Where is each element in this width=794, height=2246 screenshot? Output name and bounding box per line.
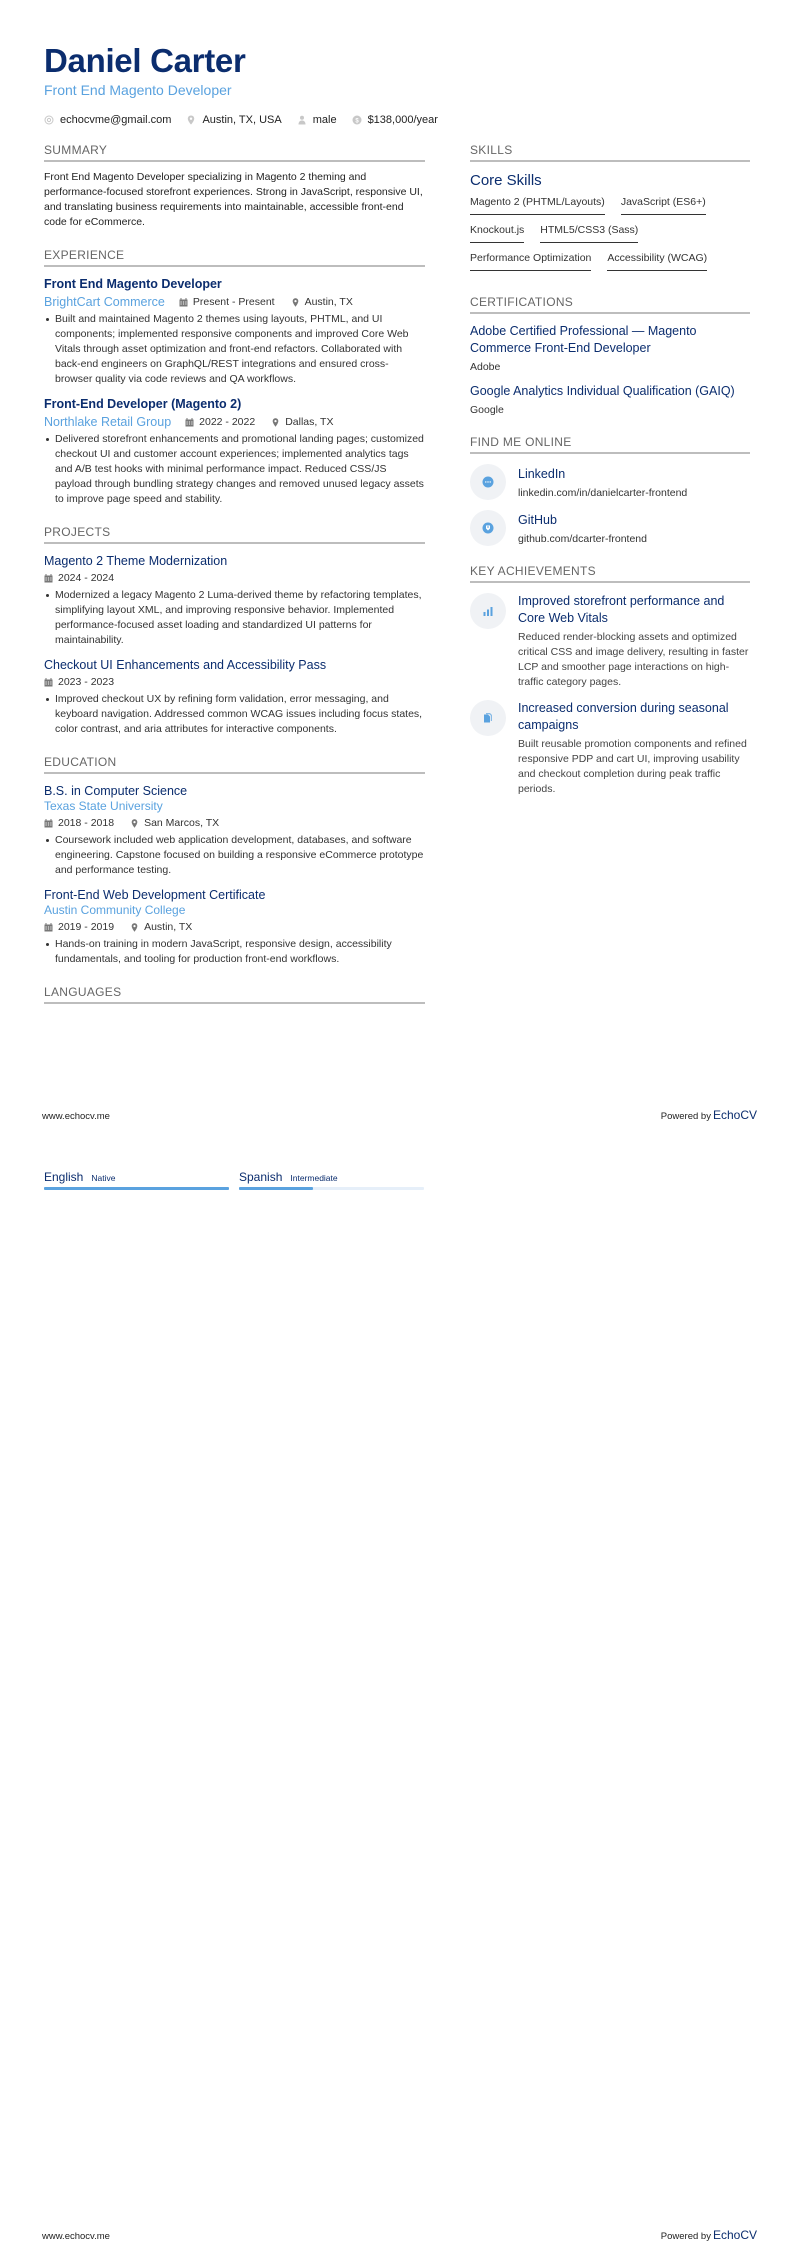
education-bullets [44, 833, 425, 878]
achievement-item [470, 700, 750, 797]
project-dates-text: 2024 - 2024 [58, 572, 115, 584]
skill-tag: Magento 2 (PHTML/Layouts) [470, 193, 605, 215]
project-bullets [44, 588, 425, 648]
language-name: Spanish [239, 1170, 283, 1184]
language-proficiency-fill [239, 1187, 313, 1190]
section-title-skills: SKILLS [470, 143, 750, 162]
location-pin-icon [291, 298, 300, 307]
summary-section [44, 143, 425, 230]
skills-section [470, 143, 750, 277]
bullet-item: Improved checkout UX by refining form validation, error messaging, and keyboard navigation. Addressed common WCAG issues including focus states, color contrast, and aria attributes for interactive components. [44, 692, 425, 737]
bullet-item: Modernized a legacy Magento 2 Luma-derived theme by refactoring templates, simplifying layout XML, and improving responsive behavior. Implemented performance-focused asset loading and standardized UI patterns for maintainability. [44, 588, 425, 648]
location-pin-icon [130, 923, 139, 932]
footer-powered-by[interactable] [661, 1108, 757, 1122]
footer-website-link[interactable]: www.echocv.me [42, 2231, 110, 2242]
right-column [470, 143, 750, 815]
certification-issuer: Google [470, 404, 504, 416]
degree-name: Front-End Web Development Certificate [44, 888, 266, 902]
online-profile-text [518, 464, 687, 500]
certification-issuer: Adobe [470, 361, 501, 373]
project-dates [44, 571, 114, 586]
language-head [239, 1170, 424, 1184]
job-dates [185, 415, 255, 430]
job-title: Front End Magento Developer [44, 277, 222, 291]
job-dates-text: Present - Present [192, 295, 275, 308]
page-footer [42, 1108, 757, 1122]
education-section [44, 755, 425, 967]
education-location-text: Austin, TX [144, 921, 193, 933]
resume-header [44, 42, 453, 126]
project-meta [44, 675, 425, 690]
section-title-online: FIND ME ONLINE [470, 435, 750, 454]
section-title-summary: SUMMARY [44, 143, 425, 162]
job-meta [44, 294, 425, 310]
at-icon [44, 115, 54, 125]
section-title-languages: LANGUAGES [44, 985, 425, 1004]
svg-text:$: $ [354, 118, 359, 125]
dollar-coin-icon [352, 115, 362, 125]
bullet-item: Built and maintained Magento 2 themes using layouts, PHTML, and UI components; implemented responsive components and improved Core Web Vitals through asset optimization and front-end refactors. Collaborated with back-end engineers on GraphQL/REST integrations and ensured cross-browser quality via code reviews and QA workflows. [44, 312, 425, 387]
education-location-text: San Marcos, TX [144, 817, 220, 829]
left-column [44, 143, 425, 1022]
contact-location-text: Austin, TX, USA [202, 114, 282, 126]
education-bullets [44, 937, 425, 967]
language-name: English [44, 1170, 84, 1184]
languages-section [44, 985, 425, 1004]
education-location [130, 816, 219, 831]
summary-text: Front End Magento Developer specializing in Magento 2 theming and performance-focused storefront experiences. Strong in JavaScript, responsive UI, and translating business requirements into maintainable, accessible front-end code for eCommerce. [44, 171, 423, 228]
bar-chart-icon [470, 593, 506, 629]
language-level: Native [91, 1173, 116, 1183]
skill-tag: Accessibility (WCAG) [607, 249, 707, 271]
job-location [291, 295, 353, 310]
project-dates [44, 675, 114, 690]
achievement-title: Improved storefront performance and Core Web Vitals [518, 594, 725, 625]
achievement-item [470, 593, 750, 690]
calendar-icon [185, 418, 194, 427]
contact-gender-text: male [312, 114, 337, 126]
project-meta [44, 571, 425, 586]
contact-gender [297, 114, 337, 126]
brand-name: EchoCV [712, 1108, 757, 1122]
education-meta [44, 920, 425, 935]
bullet-item: Delivered storefront enhancements and promotional landing pages; customized checkout UI and customer account experiences; implemented analytics tags and A/B test hooks with minimal performance impact. Reduced CSS/JS payload through bundling strategy changes and removed unused legacy assets to improve page speed and stability. [44, 432, 425, 507]
bullet-item: Hands-on training in modern JavaScript, responsive design, accessibility fundamentals, and tooling for production front-end workflows. [44, 937, 425, 967]
contact-bar [44, 114, 453, 126]
online-profile-url[interactable]: linkedin.com/in/danielcarter-frontend [518, 487, 688, 499]
job-location [271, 415, 333, 430]
language-proficiency-bar [44, 1187, 229, 1190]
project-name: Checkout UI Enhancements and Accessibility Pass [44, 658, 327, 672]
achievement-text [518, 593, 750, 690]
online-profile-name: GitHub [518, 513, 557, 527]
project-bullets [44, 692, 425, 737]
job-dates-text: 2022 - 2022 [199, 415, 256, 428]
job-meta [44, 414, 425, 430]
language-proficiency-bar [239, 1187, 424, 1190]
language-item [44, 1170, 229, 1190]
degree-name: B.S. in Computer Science [44, 784, 188, 798]
calendar-icon [44, 574, 53, 583]
person-icon [297, 115, 307, 125]
skills-tag-list [470, 193, 750, 277]
calendar-icon [179, 298, 188, 307]
achievement-description: Built reusable promotion components and refined responsive PDP and cart UI, improving usability and checkout completion during peak traffic periods. [518, 738, 747, 795]
online-profile-github[interactable] [470, 510, 750, 546]
skill-tag: Knockout.js [470, 221, 524, 243]
candidate-name: Daniel Carter [44, 42, 246, 79]
experience-entry [44, 396, 425, 507]
achievements-section [470, 564, 750, 797]
certification-name: Google Analytics Individual Qualification (GAIQ) [470, 384, 735, 398]
achievement-title: Increased conversion during seasonal campaigns [518, 701, 729, 732]
section-title-experience: EXPERIENCE [44, 248, 425, 267]
education-dates-text: 2018 - 2018 [58, 817, 115, 829]
language-proficiency-fill [44, 1187, 229, 1190]
education-dates [44, 920, 114, 935]
certifications-section [470, 295, 750, 417]
certification-item [470, 383, 750, 417]
job-location-text: Dallas, TX [285, 415, 334, 428]
contact-salary [352, 114, 438, 126]
online-profile-linkedin[interactable] [470, 464, 750, 500]
company-name: Northlake Retail Group [44, 415, 172, 429]
chat-bubble-icon [470, 464, 506, 500]
education-entry [44, 887, 425, 967]
job-location-text: Austin, TX [304, 295, 353, 308]
job-dates [179, 295, 275, 310]
education-dates [44, 816, 114, 831]
skill-tag: HTML5/CSS3 (Sass) [540, 221, 638, 243]
project-entry [44, 657, 425, 737]
education-meta [44, 816, 425, 831]
online-section [470, 435, 750, 546]
contact-salary-text: $138,000/year [367, 114, 438, 126]
location-pin-icon [186, 115, 196, 125]
brand-name: EchoCV [712, 2228, 757, 2242]
location-pin-icon [271, 418, 280, 427]
documents-icon [470, 700, 506, 736]
section-title-education: EDUCATION [44, 755, 425, 774]
online-profile-text [518, 510, 647, 546]
online-profile-name: LinkedIn [518, 467, 566, 481]
footer-website-link[interactable]: www.echocv.me [42, 1111, 110, 1122]
skill-tag: Performance Optimization [470, 249, 591, 271]
candidate-title: Front End Magento Developer [44, 82, 232, 98]
company-name: BrightCart Commerce [44, 295, 165, 309]
calendar-icon [44, 678, 53, 687]
certification-name: Adobe Certified Professional — Magento Commerce Front-End Developer [470, 324, 697, 355]
achievement-text [518, 700, 750, 797]
certification-item [470, 323, 750, 374]
education-entry [44, 783, 425, 878]
powered-by-label: Powered by [660, 2231, 711, 2242]
page-footer [42, 2228, 757, 2242]
section-title-achievements: KEY ACHIEVEMENTS [470, 564, 750, 583]
bullet-item: Coursework included web application development, databases, and software engineering. Capstone focused on building a responsive eCommerce prototype and performance testing. [44, 833, 425, 878]
experience-section [44, 248, 425, 507]
contact-email-text: echocvme@gmail.com [60, 114, 172, 126]
project-dates-text: 2023 - 2023 [58, 676, 115, 688]
languages-list [44, 1170, 434, 1190]
online-profile-url[interactable]: github.com/dcarter-frontend [518, 533, 647, 545]
skills-group-title: Core Skills [470, 172, 542, 189]
powered-by-label: Powered by [660, 1111, 711, 1122]
experience-entry [44, 276, 425, 387]
achievement-description: Reduced render-blocking assets and optimized critical CSS and image delivery, resulting in faster LCP and smoother page interactions on high-traffic category pages. [518, 631, 749, 688]
job-bullets [44, 432, 425, 507]
location-pin-icon [130, 819, 139, 828]
language-head [44, 1170, 229, 1184]
calendar-icon [44, 819, 53, 828]
contact-location [186, 114, 281, 126]
project-entry [44, 553, 425, 648]
education-dates-text: 2019 - 2019 [58, 921, 115, 933]
skill-tag: JavaScript (ES6+) [621, 193, 706, 215]
footer-powered-by[interactable] [661, 2228, 757, 2242]
language-item [239, 1170, 424, 1190]
badge-icon [470, 510, 506, 546]
school-name: Texas State University [44, 799, 163, 813]
education-location [130, 920, 192, 935]
section-title-projects: PROJECTS [44, 525, 425, 544]
section-title-certifications: CERTIFICATIONS [470, 295, 750, 314]
projects-section [44, 525, 425, 737]
project-name: Magento 2 Theme Modernization [44, 554, 228, 568]
job-bullets [44, 312, 425, 387]
language-level: Intermediate [290, 1173, 338, 1183]
contact-email[interactable] [44, 114, 171, 126]
school-name: Austin Community College [44, 903, 186, 917]
job-title: Front-End Developer (Magento 2) [44, 397, 242, 411]
calendar-icon [44, 923, 53, 932]
